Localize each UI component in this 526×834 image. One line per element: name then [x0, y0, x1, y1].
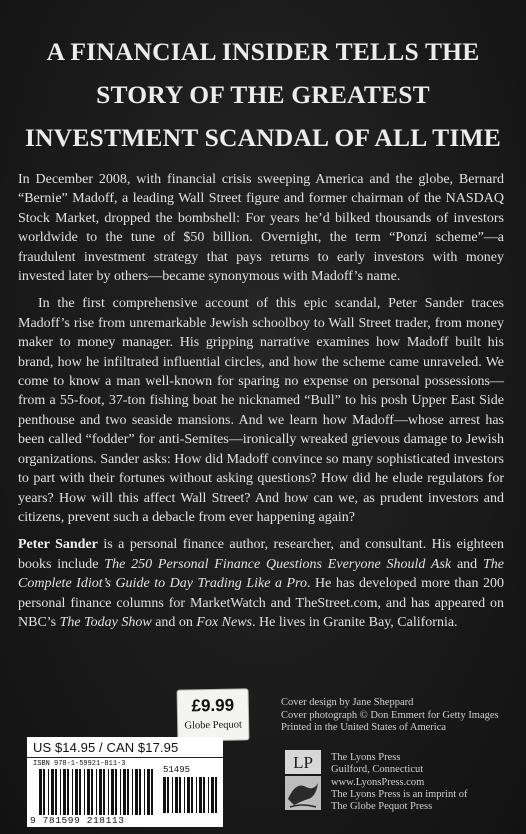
- book-title: The 250 Personal Finance Questions Everyone Should Ask: [104, 556, 452, 572]
- imprint-parent: The Globe Pequot Press: [331, 801, 433, 813]
- bio-text: . He has developed more than 200 personal finance columns for MarketWatch and TheStreet.com, and has appeared on NBC’s: [18, 576, 505, 630]
- publisher-info: [331, 752, 521, 813]
- publisher-url: www.LyonsPress.com: [331, 776, 425, 788]
- lyons-press-logo: [284, 749, 322, 811]
- addon-number: 51495: [163, 765, 191, 775]
- bio-text: . He lives in Granite Bay, California.: [252, 614, 458, 630]
- barcode-graphic: [27, 737, 223, 827]
- headline-line-1: A FINANCIAL INSIDER TELLS THE: [46, 37, 480, 66]
- book-title: The Complete Idiot’s Guide to Day Trading Like a Pro: [18, 556, 505, 592]
- barcode-box: [27, 737, 223, 827]
- author-name: Peter Sander: [18, 537, 98, 553]
- list-price: US $14.95 / CAN $17.95: [27, 737, 223, 758]
- blurb-paragraph-1: In December 2008, with financial crisis sweeping America and the globe, Bernard “Bernie” Madoff, a leading Wall Street figure and former chairman of the NASDAQ Stock Market, dropped the bombshell: For years he’d bilked thousands of investors worldwide to the tune of $50 billion. Overnight, the term “Ponzi scheme”—a fraudulent investment strategy that pays returns to early investors with money invested later by others—became synonymous with Madoff’s name.: [18, 172, 504, 285]
- blurb-paragraph-2: In the first comprehensive account of this epic scandal, Peter Sander traces Madoff’s rise from unremarkable Jewish schoolboy to Wall Street trader, from money maker to money manager. His gripping narrative examines how Madoff built his brand, how he infiltrated influential circles, and how the scheme came unraveled. We come to know a man well-known for sparing no expense on personal possessions—from a 55-foot, 37-ton fishing boat he nicknamed “Bull” to his posh Upper East Side penthouse and two seaside mansions. And we learn how Madoff—whose arrest has been called “fodder” for anti-Semites—ironically wreaked grievous damage to Jewish organizations. Sander asks: How did Madoff convince so many sophisticated investors to part with their fortunes without asking questions? How did he elude regulators for years? How will this affect Wall Street? And how can we, as prudent investors and citizens, prevent such a debacle from ever happening again?: [18, 296, 504, 525]
- headline-line-3: INVESTMENT SCANDAL OF ALL TIME: [25, 123, 501, 152]
- sticker-store: Globe Pequot: [184, 719, 242, 732]
- printed-in: Printed in the United States of America: [281, 722, 447, 733]
- isbn-text: ISBN 978-1-59921-811-3: [33, 760, 126, 768]
- show-title: The Today Show: [59, 614, 152, 630]
- show-title: Fox News: [196, 614, 253, 630]
- bio-text: and: [451, 556, 484, 572]
- cover-photo-credit: Cover photograph © Don Emmert for Getty Images: [281, 709, 499, 721]
- publisher-name: The Lyons Press: [331, 752, 401, 763]
- author-bio: [18, 535, 504, 632]
- ean-number: 9 781599 218113: [30, 815, 125, 826]
- price-sticker: [177, 688, 250, 741]
- cover-design-credit: Cover design by Jane Sheppard: [281, 697, 414, 708]
- blurb: [18, 170, 504, 640]
- bio-text: and on: [151, 614, 197, 630]
- imprint-note: The Lyons Press is an imprint of: [331, 788, 468, 800]
- publisher-city: Guilford, Connecticut: [331, 764, 424, 776]
- headline-line-2: STORY OF THE GREATEST: [96, 80, 430, 109]
- cover-credits: [281, 697, 511, 735]
- bio-text: is a personal finance author, researcher, and consultant. His eighteen books include: [18, 537, 504, 572]
- logo-letters: LP: [293, 753, 313, 772]
- headline: [20, 30, 506, 159]
- sticker-price: £9.99: [191, 695, 235, 716]
